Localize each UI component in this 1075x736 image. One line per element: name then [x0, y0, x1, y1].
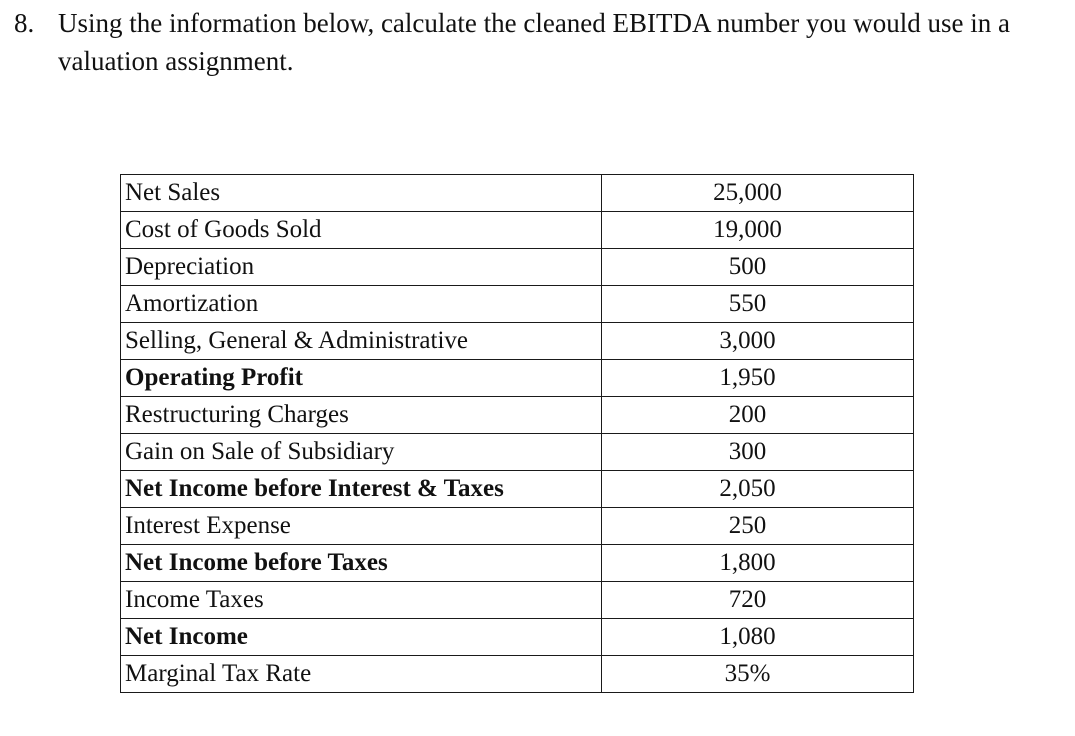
table-row: [121, 175, 914, 212]
table-row: [121, 397, 914, 434]
table-row-subtotal: [121, 471, 914, 508]
question-text: Using the information below, calculate the cleaned EBITDA number you would use in a valuation assignment.: [58, 8, 1010, 76]
row-label: Income Taxes: [121, 582, 602, 619]
row-label: Gain on Sale of Subsidiary: [121, 434, 602, 471]
row-value: 1,800: [602, 545, 914, 582]
row-label: Operating Profit: [121, 360, 602, 397]
row-label: Net Income: [121, 619, 602, 656]
row-value: 19,000: [602, 212, 914, 249]
row-value: 550: [602, 286, 914, 323]
row-value: 200: [602, 397, 914, 434]
row-label: Marginal Tax Rate: [121, 656, 602, 693]
row-label: Net Income before Taxes: [121, 545, 602, 582]
table-row-subtotal: [121, 545, 914, 582]
table-row: [121, 508, 914, 545]
row-label: Restructuring Charges: [121, 397, 602, 434]
financial-data-table: [120, 174, 914, 693]
row-value: 25,000: [602, 175, 914, 212]
question-number: 8.: [14, 8, 35, 38]
table-row: [121, 212, 914, 249]
table-row: [121, 323, 914, 360]
table-row: [121, 249, 914, 286]
table-row: [121, 434, 914, 471]
row-value: 250: [602, 508, 914, 545]
row-value: 1,950: [602, 360, 914, 397]
row-label: Net Sales: [121, 175, 602, 212]
row-label: Depreciation: [121, 249, 602, 286]
table-row-subtotal: [121, 360, 914, 397]
row-label: Interest Expense: [121, 508, 602, 545]
row-value: 3,000: [602, 323, 914, 360]
row-value: 500: [602, 249, 914, 286]
row-value: 720: [602, 582, 914, 619]
row-label: Selling, General & Administrative: [121, 323, 602, 360]
table-row: [121, 286, 914, 323]
row-label: Cost of Goods Sold: [121, 212, 602, 249]
row-value: 1,080: [602, 619, 914, 656]
row-label: Net Income before Interest & Taxes: [121, 471, 602, 508]
table-row: [121, 582, 914, 619]
row-label: Amortization: [121, 286, 602, 323]
table-row: [121, 656, 914, 693]
row-value: 35%: [602, 656, 914, 693]
table-row-subtotal: [121, 619, 914, 656]
row-value: 300: [602, 434, 914, 471]
question-prompt: [14, 4, 1064, 80]
row-value: 2,050: [602, 471, 914, 508]
